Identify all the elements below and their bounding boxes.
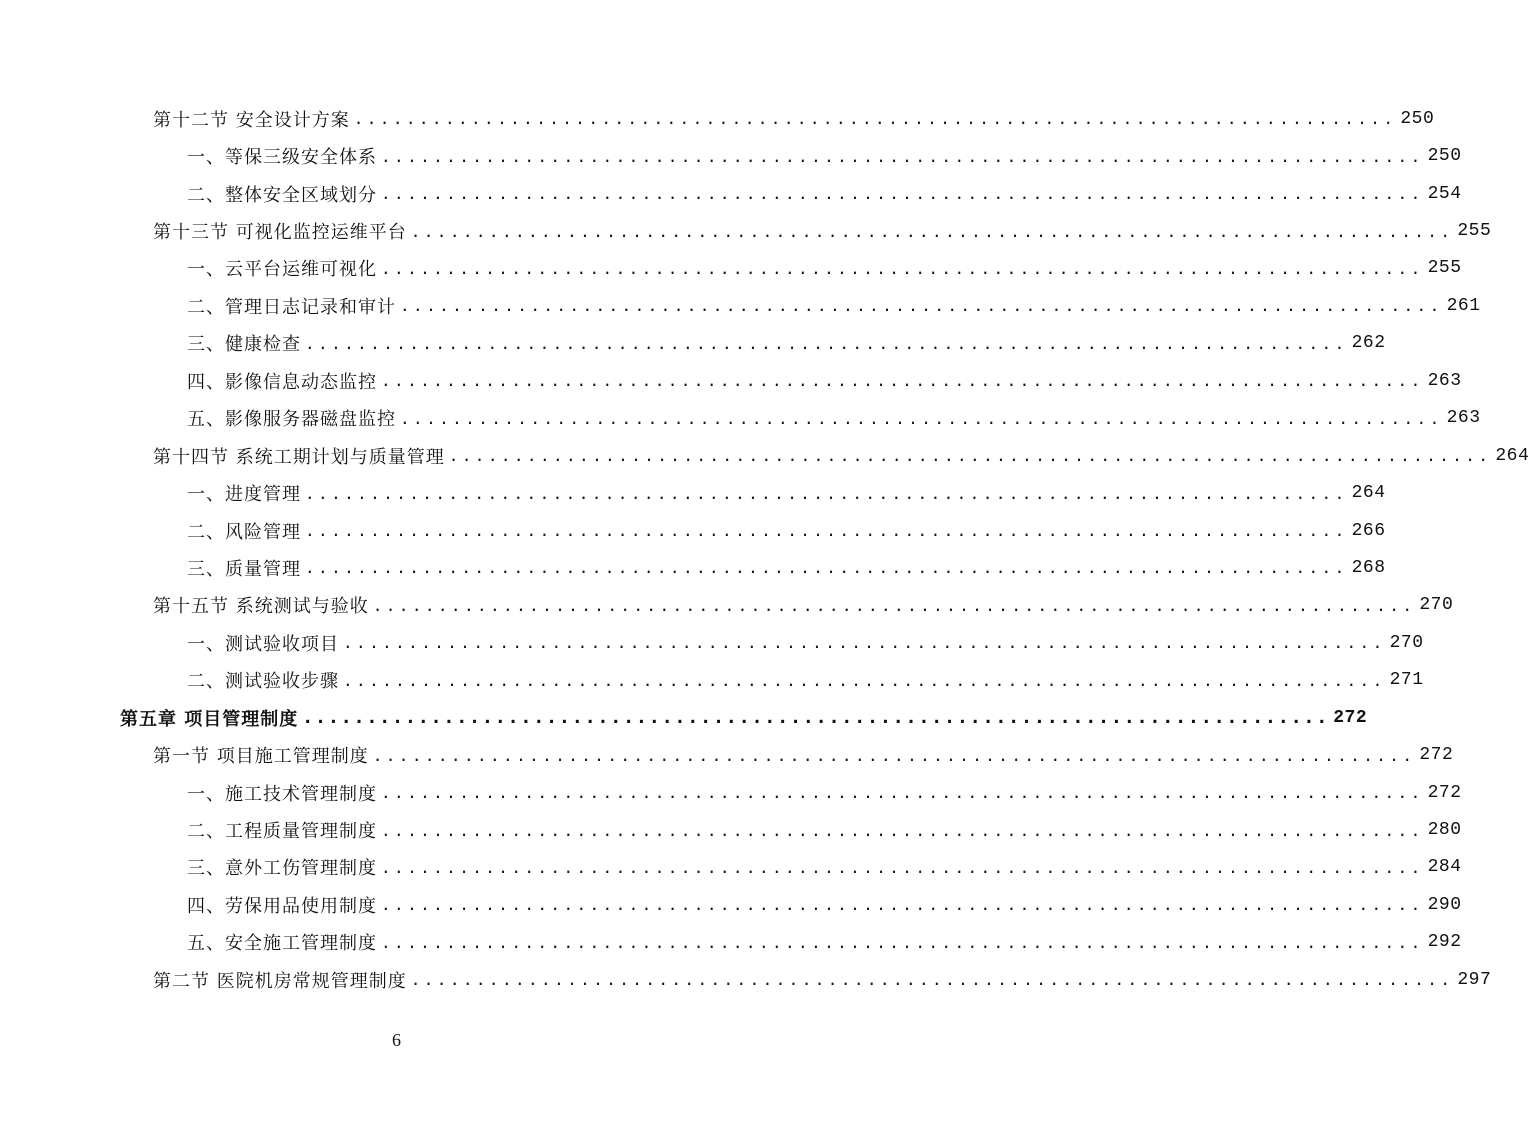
toc-entry-page: 272 <box>1333 707 1368 728</box>
toc-entry-page: 284 <box>1427 857 1462 878</box>
toc-dot-leader: ................................................................................ <box>410 221 1454 241</box>
toc-entry-title: 二、风险管理 <box>187 521 301 543</box>
toc-chapter-entry[interactable] <box>0 699 1368 736</box>
toc-entry-title: 第十四节 系统工期计划与质量管理 <box>153 446 445 468</box>
toc-entry-title: 第十二节 安全设计方案 <box>153 109 350 131</box>
toc-entry-title: 一、施工技术管理制度 <box>187 783 377 805</box>
toc-subsection-entry[interactable] <box>0 325 1386 362</box>
toc-entry-title: 五、影像服务器磁盘监控 <box>187 409 396 431</box>
toc-entry-title: 第十三节 可视化监控运维平台 <box>153 222 407 244</box>
toc-entry-page: 270 <box>1389 632 1424 653</box>
toc-entry-title: 三、健康检查 <box>187 334 301 356</box>
page-number: 6 <box>392 1030 401 1050</box>
toc-dot-leader: ................................................................................ <box>381 146 1424 166</box>
toc-entry-page: 254 <box>1427 183 1462 204</box>
toc-dot-leader: ................................................................................ <box>343 670 1386 690</box>
toc-entry-page: 250 <box>1400 108 1435 129</box>
toc-entry-title: 二、测试验收步骤 <box>187 671 339 693</box>
toc-dot-leader: ................................................................................ <box>381 857 1424 877</box>
toc-dot-leader: ................................................................................ <box>381 820 1424 840</box>
toc-entry-title: 四、影像信息动态监控 <box>187 371 377 393</box>
toc-entry-page: 270 <box>1419 595 1454 616</box>
toc-entry-title: 三、质量管理 <box>187 558 301 580</box>
toc-dot-leader: ................................................................................ <box>305 558 1348 578</box>
toc-subsection-entry[interactable] <box>0 175 1462 212</box>
toc-subsection-entry[interactable] <box>0 512 1386 549</box>
toc-entry-title: 第五章 项目管理制度 <box>120 708 299 730</box>
toc-subsection-entry[interactable] <box>0 474 1386 511</box>
toc-dot-leader: ................................................................................ <box>305 483 1348 503</box>
toc-entry-title: 二、管理日志记录和审计 <box>187 296 396 318</box>
toc-subsection-entry[interactable] <box>0 250 1462 287</box>
toc-dot-leader: ................................................................................ <box>381 371 1424 391</box>
toc-entry-title: 一、云平台运维可视化 <box>187 259 377 281</box>
toc-dot-leader: ................................................................................ <box>305 521 1348 541</box>
toc-entry-page: 290 <box>1427 894 1462 915</box>
toc-entry-page: 261 <box>1446 295 1481 316</box>
toc-entry-page: 255 <box>1427 258 1462 279</box>
toc-entry-title: 一、等保三级安全体系 <box>187 147 377 169</box>
toc-subsection-entry[interactable] <box>0 137 1462 174</box>
toc-entry-title: 三、意外工伤管理制度 <box>187 858 377 880</box>
toc-entry-page: 280 <box>1427 820 1462 841</box>
toc-entry-page: 264 <box>1351 483 1386 504</box>
toc-entry-page: 272 <box>1427 782 1462 803</box>
toc-entry-page: 263 <box>1427 370 1462 391</box>
toc-dot-leader: ................................................................................ <box>353 109 1397 129</box>
toc-subsection-entry[interactable] <box>0 924 1462 961</box>
toc-entry-page: 262 <box>1351 333 1386 354</box>
toc-entry-page: 297 <box>1457 969 1492 990</box>
toc-dot-leader: ................................................................................ <box>381 258 1424 278</box>
toc-subsection-entry[interactable] <box>0 774 1462 811</box>
toc-dot-leader: ................................................................................ <box>305 333 1348 353</box>
table-of-contents <box>0 100 1529 999</box>
toc-dot-leader: ................................................................................ <box>381 184 1424 204</box>
toc-entry-page: 263 <box>1446 408 1481 429</box>
toc-dot-leader: ................................................................................ <box>302 707 1330 729</box>
toc-entry-page: 272 <box>1419 745 1454 766</box>
toc-entry-title: 第十五节 系统测试与验收 <box>153 596 369 618</box>
toc-section-entry[interactable] <box>0 736 1454 773</box>
toc-entry-title: 五、安全施工管理制度 <box>187 933 377 955</box>
toc-dot-leader: ................................................................................ <box>381 783 1424 803</box>
toc-entry-title: 一、进度管理 <box>187 484 301 506</box>
toc-subsection-entry[interactable] <box>0 849 1462 886</box>
toc-subsection-entry[interactable] <box>0 624 1424 661</box>
toc-subsection-entry[interactable] <box>0 549 1386 586</box>
toc-entry-page: 266 <box>1351 520 1386 541</box>
toc-dot-leader: ................................................................................ <box>410 970 1454 990</box>
toc-dot-leader: ................................................................................ <box>372 745 1416 765</box>
toc-subsection-entry[interactable] <box>0 662 1424 699</box>
toc-dot-leader: ................................................................................ <box>381 932 1424 952</box>
toc-entry-page: 268 <box>1351 557 1386 578</box>
toc-entry-page: 255 <box>1457 221 1492 242</box>
toc-entry-title: 二、工程质量管理制度 <box>187 821 377 843</box>
toc-entry-title: 一、测试验收项目 <box>187 633 339 655</box>
toc-entry-title: 第二节 医院机房常规管理制度 <box>153 970 407 992</box>
toc-entry-page: 292 <box>1427 932 1462 953</box>
toc-dot-leader: ................................................................................ <box>381 895 1424 915</box>
toc-entry-page: 250 <box>1427 146 1462 167</box>
toc-section-entry[interactable] <box>0 212 1492 249</box>
toc-subsection-entry[interactable] <box>0 886 1462 923</box>
toc-entry-page: 264 <box>1495 445 1529 466</box>
toc-section-entry[interactable] <box>0 100 1435 137</box>
toc-dot-leader: ................................................................................ <box>372 595 1416 615</box>
toc-entry-title: 二、整体安全区域划分 <box>187 184 377 206</box>
toc-dot-leader: ................................................................................ <box>400 408 1443 428</box>
toc-dot-leader: ................................................................................ <box>448 446 1492 466</box>
toc-subsection-entry[interactable] <box>0 362 1462 399</box>
toc-entry-title: 四、劳保用品使用制度 <box>187 895 377 917</box>
toc-dot-leader: ................................................................................ <box>343 633 1386 653</box>
toc-entry-page: 271 <box>1389 670 1424 691</box>
toc-section-entry[interactable] <box>0 961 1492 998</box>
toc-dot-leader: ................................................................................ <box>400 296 1443 316</box>
toc-entry-title: 第一节 项目施工管理制度 <box>153 746 369 768</box>
toc-section-entry[interactable] <box>0 587 1454 624</box>
toc-subsection-entry[interactable] <box>0 287 1481 324</box>
toc-subsection-entry[interactable] <box>0 811 1462 848</box>
toc-subsection-entry[interactable] <box>0 400 1481 437</box>
toc-section-entry[interactable] <box>0 437 1529 474</box>
